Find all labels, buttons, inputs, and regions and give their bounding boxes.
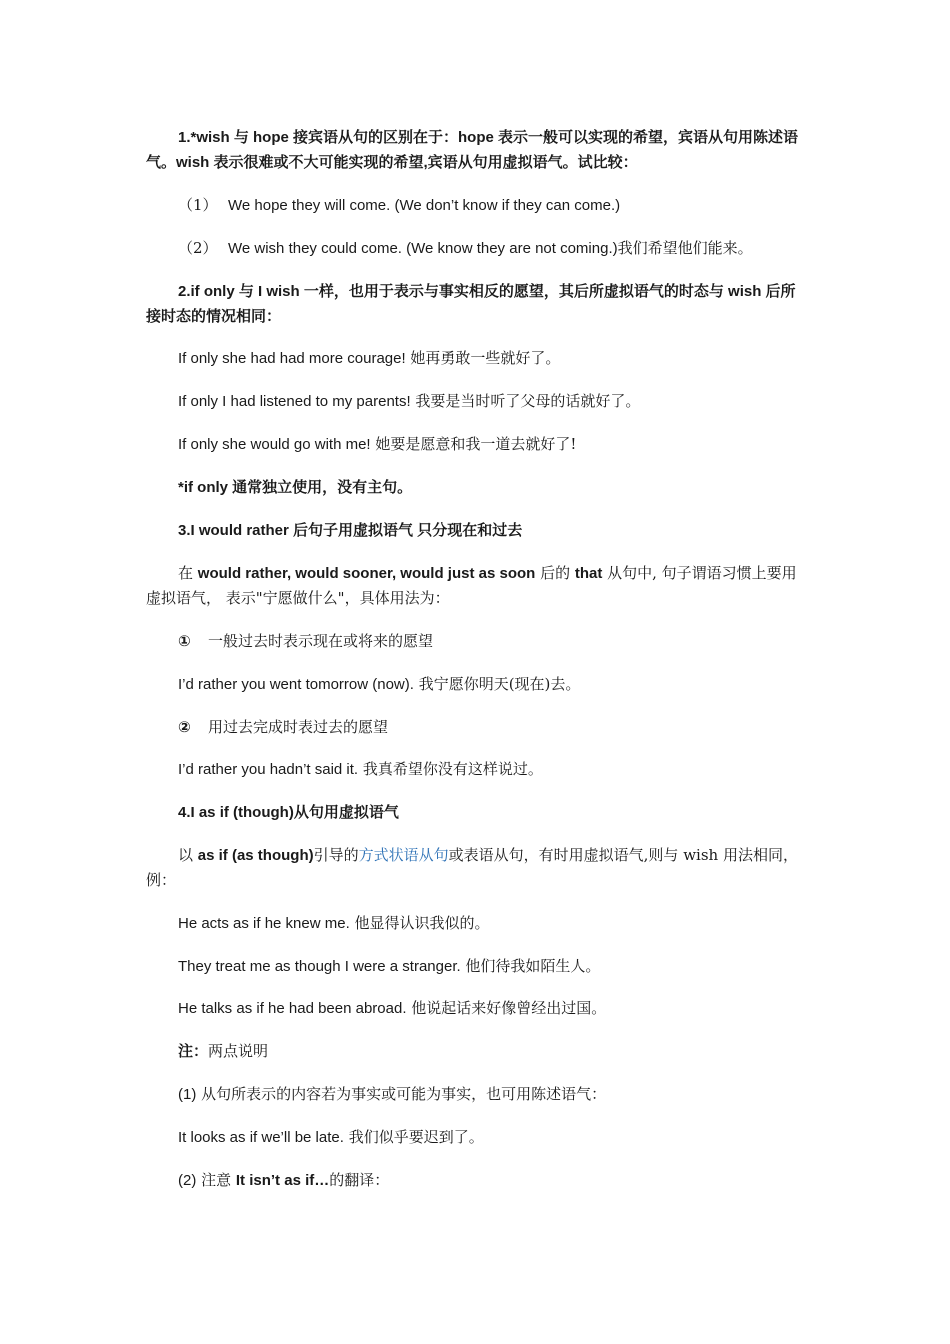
example-1: （1） We hope they will come. (We don’t know if they can come.) bbox=[178, 196, 621, 214]
heading-4-as-if: 4.I as if (though)从句用虚拟语气 bbox=[178, 804, 399, 821]
case-1: ① 一般过去时表示现在或将来的愿望 bbox=[178, 632, 434, 650]
note-two-points: 注：两点说明 bbox=[178, 1042, 269, 1060]
note-if-only: *if only 通常独立使用，没有主句。 bbox=[178, 479, 413, 496]
paragraph-2-if-only: 2.if only 与 I wish 一样，也用于表示与事实相反的愿望，其后所虚拟语气的时态与 wish 后所接时态的情况相同： bbox=[146, 283, 796, 325]
sentence-8: He talks as if he had been abroad. 他说起话来好像曾经出过国。 bbox=[178, 999, 607, 1017]
sentence-3: If only she would go with me! 她要是愿意和我一道去就好了! bbox=[178, 435, 577, 453]
sentence-9: It looks as if we’ll be late. 我们似乎要迟到了。 bbox=[178, 1128, 484, 1146]
case-2: ② 用过去完成时表过去的愿望 bbox=[178, 718, 389, 736]
sentence-1: If only she had had more courage! 她再勇敢一些就好了。 bbox=[178, 349, 561, 367]
note-point-1: (1) 从句所表示的内容若为事实或可能为事实，也可用陈述语气： bbox=[178, 1085, 607, 1103]
link-adverbial-clause-of-manner[interactable]: 方式状语从句 bbox=[358, 846, 449, 864]
paragraph-3-would-rather: 在 would rather, would sooner, would just as soon 后的 that 从句中, 句子谓语习惯上要用虚拟语气， 表示"宁愿做什么"，具体用法为： bbox=[146, 564, 797, 607]
sentence-4: I’d rather you went tomorrow (now). 我宁愿你明天(现在)去。 bbox=[178, 675, 581, 693]
sentence-2: If only I had listened to my parents! 我要是当时听了父母的话就好了。 bbox=[178, 392, 641, 410]
sentence-6: He acts as if he knew me. 他显得认识我似的。 bbox=[178, 914, 490, 932]
paragraph-4-as-if: 以 as if (as though)引导的方式状语从句或表语从句，有时用虚拟语气,则与 wish 用法相同，例： bbox=[146, 846, 798, 889]
paragraph-1-wish-vs-hope: 1.*wish 与 hope 接宾语从句的区别在于：hope 表示一般可以实现的希望，宾语从句用陈述语气。wish 表示很难或不大可能实现的希望,宾语从句用虚拟语气。试比较： bbox=[146, 129, 799, 171]
heading-3-would-rather: 3.I would rather 后句子用虚拟语气 只分现在和过去 bbox=[178, 522, 523, 539]
sentence-5: I’d rather you hadn’t said it. 我真希望你没有这样说过。 bbox=[178, 760, 543, 778]
sentence-7: They treat me as though I were a stranger. 他们待我如陌生人。 bbox=[178, 957, 601, 975]
example-2: （2） We wish they could come. (We know they are not coming.)我们希望他们能来。 bbox=[178, 239, 753, 257]
note-point-2: (2) 注意 It isn’t as if…的翻译： bbox=[178, 1171, 390, 1189]
